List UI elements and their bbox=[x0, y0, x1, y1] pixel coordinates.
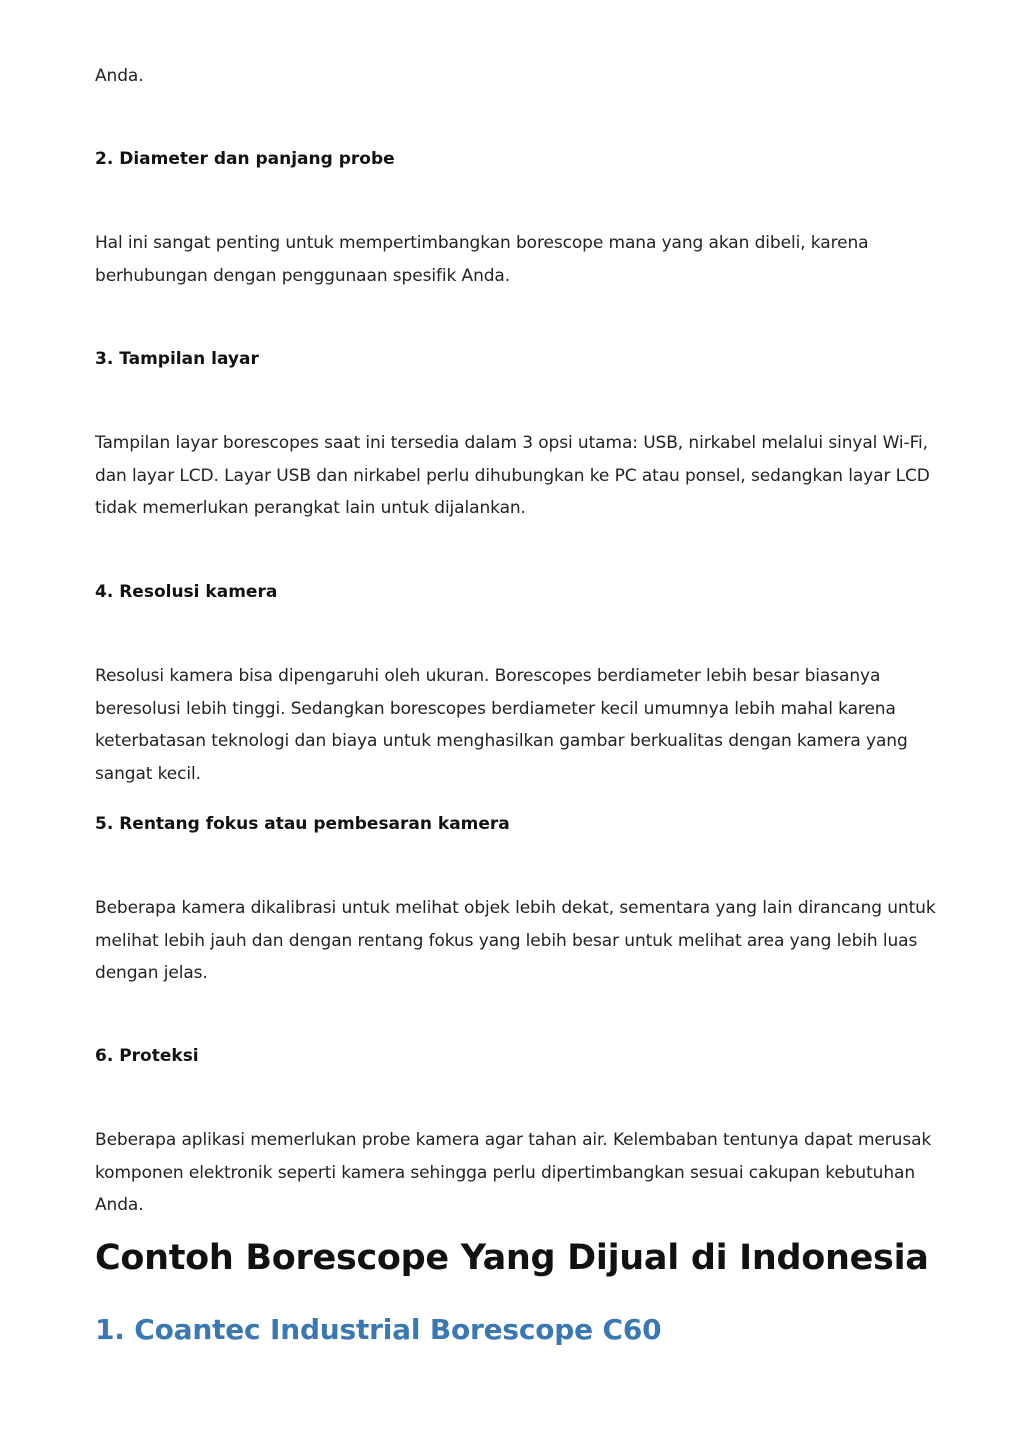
section-heading-protection: 6. Proteksi bbox=[95, 1046, 199, 1066]
main-heading: Contoh Borescope Yang Dijual di Indonesia bbox=[95, 1238, 929, 1278]
section-heading-resolution: 4. Resolusi kamera bbox=[95, 582, 278, 602]
section-heading-diameter: 2. Diameter dan panjang probe bbox=[95, 149, 395, 169]
section-heading-focus: 5. Rentang fokus atau pembesaran kamera bbox=[95, 814, 510, 834]
product-heading: 1. Coantec Industrial Borescope C60 bbox=[95, 1313, 662, 1346]
intro-tail-text: Anda. bbox=[95, 66, 144, 86]
section-body-focus: Beberapa kamera dikalibrasi untuk melihat objek lebih dekat, sementara yang lain dirancang untuk melihat lebih jauh dan dengan rentang fokus yang lebih besar untuk melihat area yang lebih luas dengan jelas. bbox=[95, 898, 936, 983]
section-body-protection: Beberapa aplikasi memerlukan probe kamera agar tahan air. Kelembaban tentunya dapat merusak komponen elektronik seperti kamera sehingga perlu dipertimbangkan sesuai cakupan kebutuhan Anda. bbox=[95, 1130, 932, 1215]
section-body-diameter: Hal ini sangat penting untuk mempertimbangkan borescope mana yang akan dibeli, karena berhubungan dengan penggunaan spesifik Anda. bbox=[95, 233, 869, 286]
section-body-display: Tampilan layar borescopes saat ini tersedia dalam 3 opsi utama: USB, nirkabel melalui sinyal Wi-Fi, dan layar LCD. Layar USB dan nirkabel perlu dihubungkan ke PC atau ponsel, sedangkan layar LCD tidak memerlukan perangkat lain untuk dijalankan. bbox=[95, 433, 930, 518]
section-heading-display: 3. Tampilan layar bbox=[95, 349, 259, 369]
section-body-resolution: Resolusi kamera bisa dipengaruhi oleh ukuran. Borescopes berdiameter lebih besar biasanya beresolusi lebih tinggi. Sedangkan borescopes berdiameter kecil umumnya lebih mahal karena keterbatasan teknologi dan biaya untuk menghasilkan gambar berkualitas dengan kamera yang sangat kecil. bbox=[95, 666, 908, 784]
